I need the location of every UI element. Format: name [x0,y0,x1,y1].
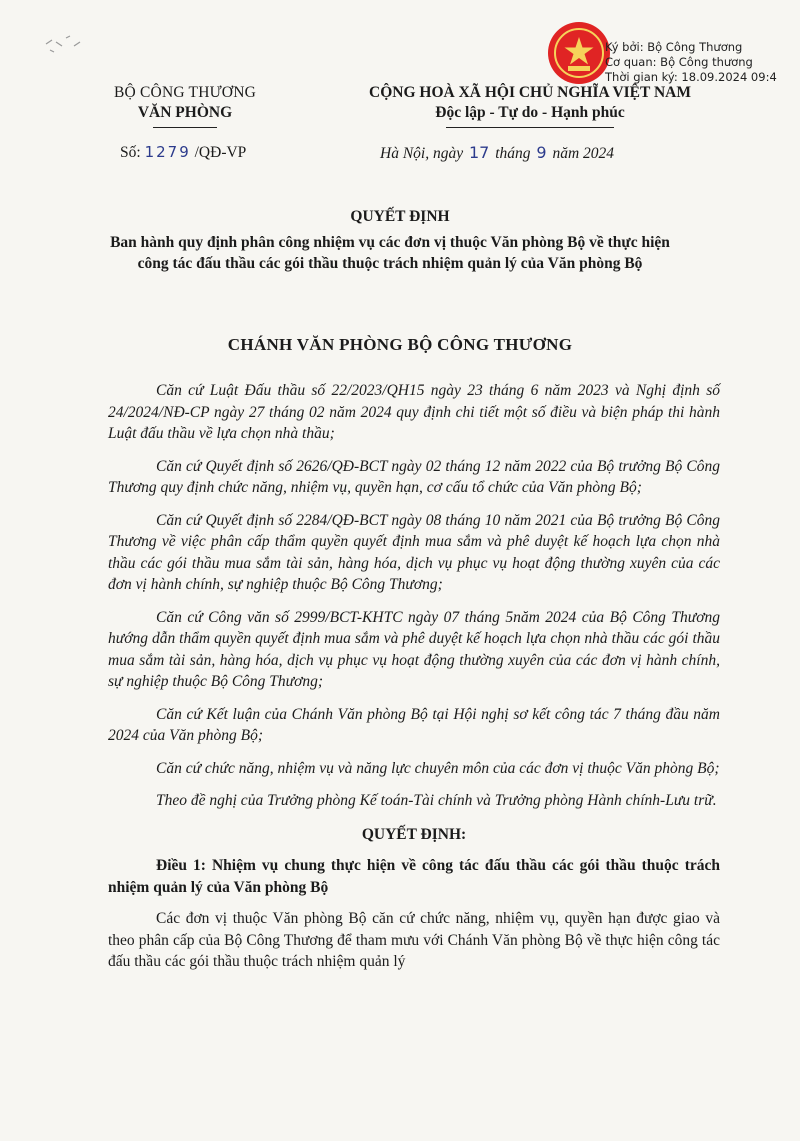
date-day-handwritten: 17 [468,143,490,162]
national-header [320,83,740,128]
document-body [108,380,720,973]
legal-basis-item: Căn cứ Kết luận của Chánh Văn phòng Bộ tại Hội nghị sơ kết công tác 7 tháng đầu năm 2024 của Văn phòng Bộ; [108,705,720,744]
motto-underline [446,127,614,128]
doc-number-prefix: Số: [120,144,141,161]
decision-title: QUYẾT ĐỊNH [350,208,450,225]
national-motto: Độc lập - Tự do - Hạnh phúc [435,104,625,121]
place-and-date [380,143,614,163]
article-1-title: Điều 1: Nhiệm vụ chung thực hiện về công tác đấu thầu các gói thầu thuộc trách nhiệm quản lý của Văn phòng Bộ [108,857,720,896]
legal-basis-item: Căn cứ Công văn số 2999/BCT-KHTC ngày 07 tháng 5năm 2024 của Bộ Công Thương hướng dẫn thẩm quyền quyết định mua sắm và phê duyệt kế hoạch lựa chọn nhà thầu các gói thầu mua sắm tài sản, hàng hóa, dịch vụ phục vụ hoạt động thường xuyên của các đơn vị hành chính, sự nghiệp thuộc Bộ Công Thương; [108,608,720,690]
legal-basis-item: Căn cứ chức năng, nhiệm vụ và năng lực chuyên môn của các đơn vị thuộc Văn phòng Bộ; [156,759,720,777]
signature-agency: Cơ quan: Bộ Công thương [605,55,753,69]
issuer-header [80,83,290,128]
month-label: tháng [495,145,531,162]
doc-number-suffix: /QĐ-VP [194,144,247,161]
country-name: CỘNG HOÀ XÃ HỘI CHỦ NGHĨA VIỆT NAM [369,84,691,101]
article-1-text: Các đơn vị thuộc Văn phòng Bộ căn cứ chức năng, nhiệm vụ, quyền hạn được giao và theo phân cấp của Bộ Công Thương để tham mưu với Chánh Văn phòng Bộ về thực hiện công tác đấu thầu các gói thầu thuộc trách nhiệm quản lý [108,910,720,970]
signature-signed-by: Ký bởi: Bộ Công Thương [605,40,743,54]
date-year: năm 2024 [552,145,615,162]
legal-basis-item: Căn cứ Quyết định số 2284/QĐ-BCT ngày 08 tháng 10 năm 2021 của Bộ trưởng Bộ Công Thương về việc phân cấp thẩm quyền quyết định mua sắm và phê duyệt kế hoạch lựa chọn nhà thầu các gói thầu mua sắm tài sản, hàng hóa, dịch vụ phục vụ hoạt động thường xuyên của các đơn vị hành chính, sự nghiệp thuộc Bộ Công Thương; [108,511,720,593]
issuer-underline [153,127,217,128]
legal-basis-item: Theo đề nghị của Trưởng phòng Kế toán-Tài chính và Trưởng phòng Hành chính-Lưu trữ. [156,792,717,809]
signature-time: Thời gian ký: 18.09.2024 09:4 [605,70,777,84]
digital-signature-info [605,40,777,85]
legal-basis-item: Căn cứ Quyết định số 2626/QĐ-BCT ngày 02 tháng 12 năm 2022 của Bộ trưởng Bộ Công Thương quy định chức năng, nhiệm vụ, quyền hạn, cơ cấu tổ chức của Văn phòng Bộ; [108,457,720,496]
doc-number-handwritten: 1279 [144,143,191,161]
document-number [120,143,246,162]
state-seal-icon [546,20,612,86]
place-prefix: Hà Nội, ngày [380,145,464,162]
decision-section-heading: QUYẾT ĐỊNH: [361,825,467,843]
scan-artifact-icon [40,30,90,54]
ministry-name: BỘ CÔNG THƯƠNG [114,84,256,101]
date-month-handwritten: 9 [536,143,547,162]
issuing-authority: CHÁNH VĂN PHÒNG BỘ CÔNG THƯƠNG [227,335,573,354]
office-name: VĂN PHÒNG [137,104,233,121]
decision-subject: Ban hành quy định phân công nhiệm vụ các đơn vị thuộc Văn phòng Bộ về thực hiện công tác đấu thầu các gói thầu thuộc trách nhiệm quản lý của Văn phòng Bộ [110,234,670,272]
legal-basis-item: Căn cứ Luật Đấu thầu số 22/2023/QH15 ngày 23 tháng 6 năm 2023 và Nghị định số 24/2024/NĐ-CP ngày 27 tháng 02 năm 2024 quy định chi tiết một số điều và biện pháp thi hành Luật đấu thầu về lựa chọn nhà thầu; [108,382,720,442]
